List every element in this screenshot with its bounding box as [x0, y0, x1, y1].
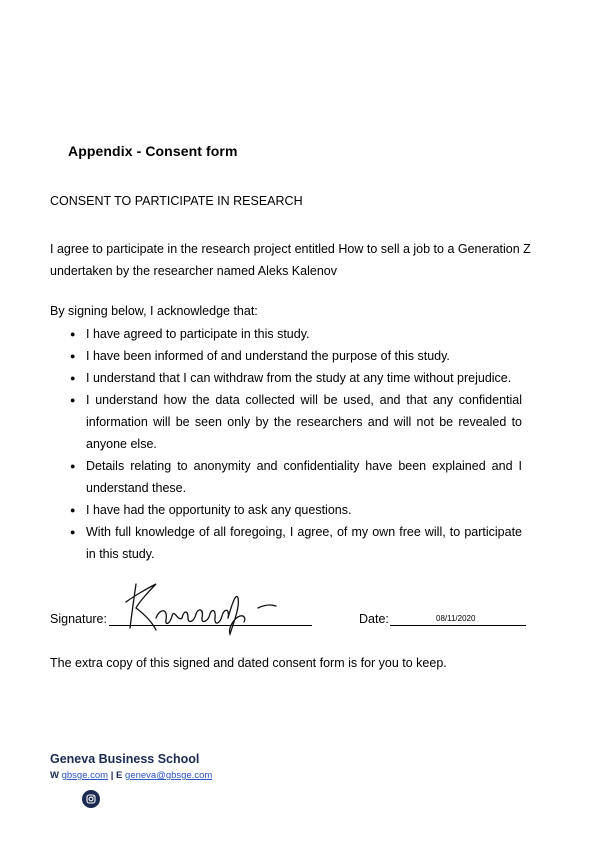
acknowledgement-lead: By signing below, I acknowledge that:	[50, 304, 258, 318]
list-item-text: I have been informed of and understand the purpose of this study.	[86, 349, 450, 363]
appendix-title: Appendix - Consent form	[68, 143, 238, 159]
bullet-icon: ●	[70, 395, 76, 405]
email-link[interactable]: geneva@gbsge.com	[125, 770, 213, 781]
list-item	[50, 345, 522, 367]
signature-row	[50, 600, 530, 640]
intro-paragraph: I agree to participate in the research project entitled How to sell a job to a Generation Z undertaken by the researcher named Aleks Kalenov	[50, 242, 531, 278]
date-line[interactable]	[390, 625, 526, 626]
handwritten-signature	[122, 578, 282, 636]
acknowledgement-list	[50, 323, 522, 565]
web-label: W	[50, 770, 59, 781]
list-item-text: I understand that I can withdraw from the study at any time without prejudice.	[86, 371, 512, 385]
list-item-text: I have agreed to participate in this study.	[86, 327, 310, 341]
email-label: E	[116, 770, 123, 781]
website-link[interactable]: gbsge.com	[61, 770, 109, 781]
footer-contact	[50, 770, 212, 781]
bullet-icon: ●	[70, 505, 76, 515]
list-item-text: With full knowledge of all foregoing, I agree, of my own free will, to participate in this study.	[86, 525, 522, 561]
keep-copy-note: The extra copy of this signed and dated consent form is for you to keep.	[50, 656, 447, 670]
signature-label: Signature:	[50, 612, 107, 626]
bullet-icon: ●	[70, 351, 76, 361]
bullet-icon: ●	[70, 461, 76, 471]
list-item	[50, 455, 522, 499]
bullet-icon: ●	[70, 373, 76, 383]
consent-heading: CONSENT TO PARTICIPATE IN RESEARCH	[50, 194, 303, 208]
bullet-icon: ●	[70, 527, 76, 537]
footer-org-name: Geneva Business School	[50, 752, 200, 766]
list-item	[50, 521, 522, 565]
list-item	[50, 323, 522, 345]
list-item	[50, 499, 522, 521]
list-item-text: Details relating to anonymity and confidentiality have been explained and I understand these.	[86, 459, 522, 495]
list-item-text: I understand how the data collected will be used, and that any confidential information will be seen only by the researchers and will not be revealed to anyone else.	[86, 393, 522, 451]
date-label: Date:	[359, 612, 389, 626]
list-item	[50, 367, 522, 389]
instagram-icon[interactable]	[82, 790, 100, 808]
contact-separator: |	[110, 770, 114, 781]
list-item-text: I have had the opportunity to ask any questions.	[86, 503, 352, 517]
list-item	[50, 389, 522, 455]
date-value: 08/11/2020	[436, 614, 476, 623]
bullet-icon: ●	[70, 329, 76, 339]
